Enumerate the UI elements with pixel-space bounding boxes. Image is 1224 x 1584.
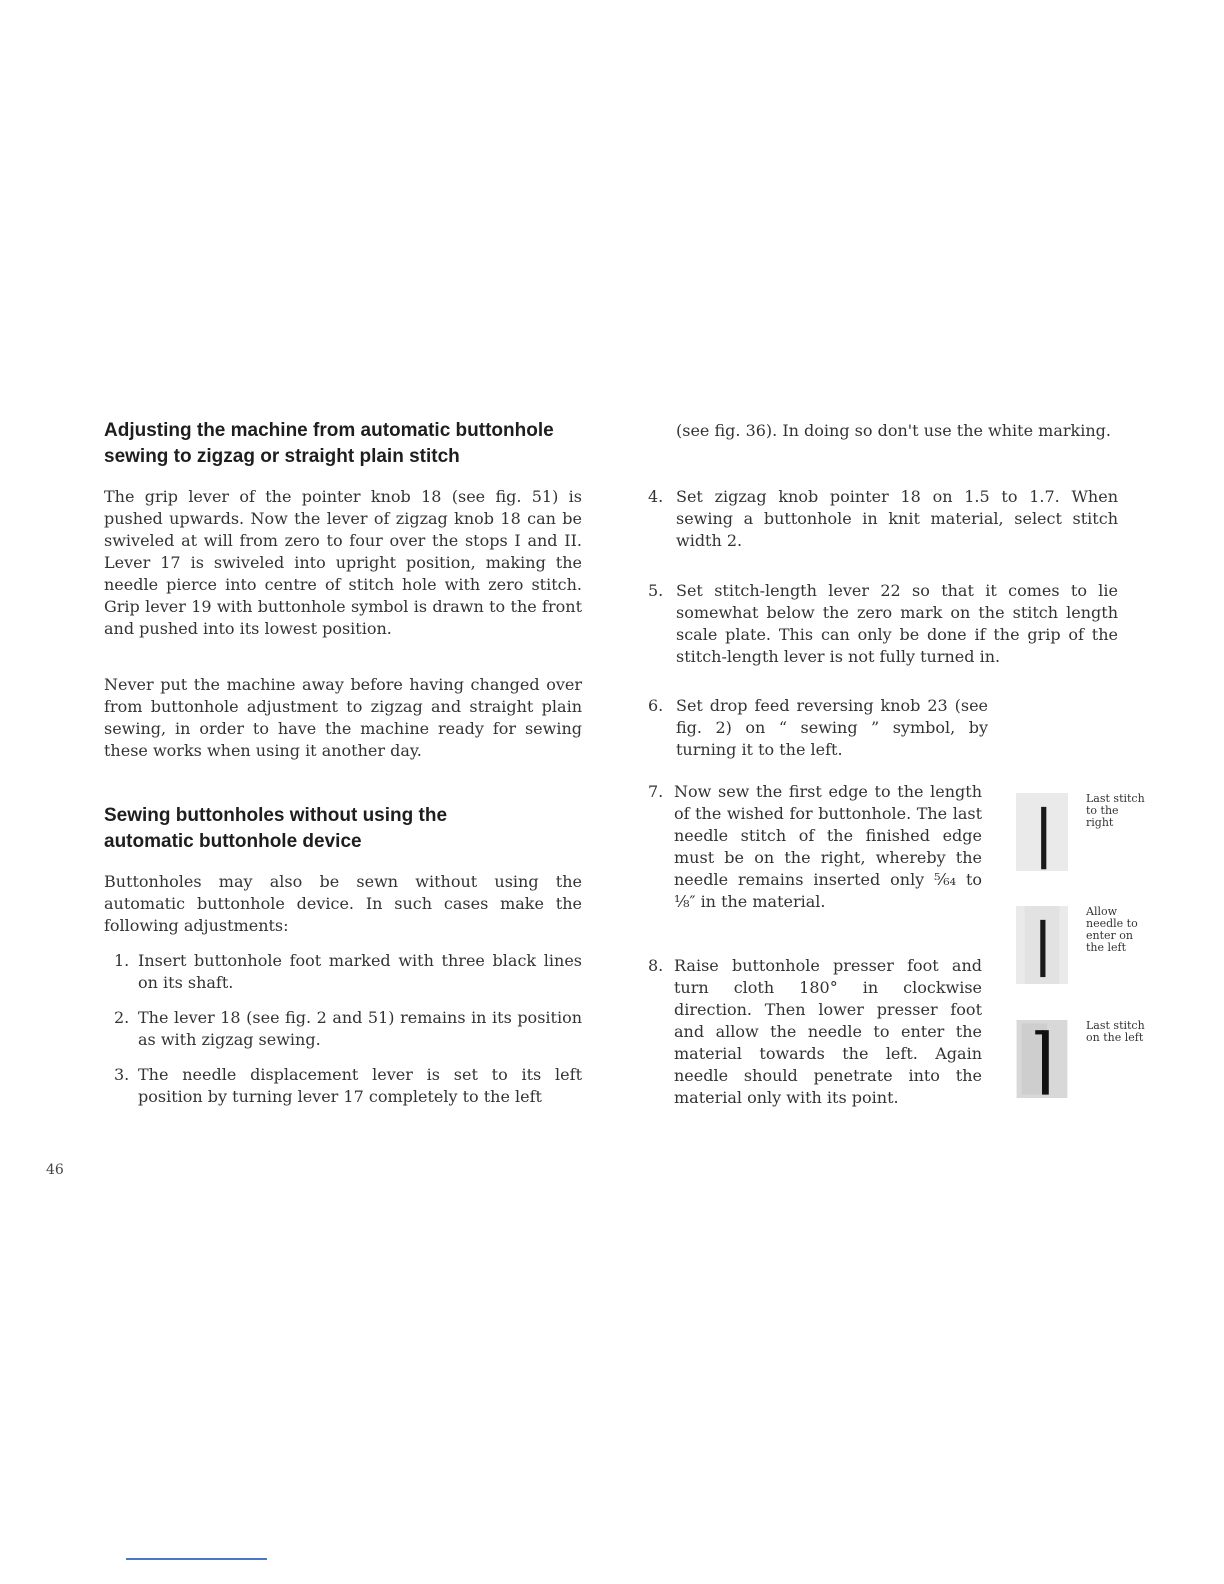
- item-text: The needle displacement lever is set to its left position by turning lever 17 completely to the left: [138, 1065, 582, 1106]
- item-number: 8.: [648, 956, 664, 975]
- figure-last-stitch-right: [1012, 793, 1152, 883]
- figure-caption: Last stitch on the left: [1086, 1019, 1145, 1044]
- figure-caption: Last stitch to the right: [1086, 792, 1145, 829]
- heading-2-line-2: automatic buttonhole device: [104, 831, 362, 852]
- list-item: [648, 695, 988, 761]
- item-text: Set zigzag knob pointer 18 on 1.5 to 1.7. When sewing a buttonhole in knit material, select stitch width 2.: [676, 487, 1118, 550]
- item-text: Set stitch-length lever 22 so that it comes to lie somewhat below the zero mark on the stitch length scale plate. This can only be done if the grip of the stitch-length lever is not fully turned in.: [676, 581, 1118, 666]
- section-heading-1: [104, 418, 594, 470]
- paragraph-buttonholes-intro: Buttonholes may also be sewn without using the automatic buttonhole device. In such cases make the following adjustments:: [104, 872, 582, 935]
- item-number: 3.: [114, 1065, 130, 1084]
- list-item: [648, 955, 982, 1109]
- heading-1-line-1: Adjusting the machine from automatic buttonhole: [104, 420, 554, 441]
- item-text: The lever 18 (see fig. 2 and 51) remains in its position as with zigzag sewing.: [138, 1008, 582, 1049]
- page-number: 46: [46, 1162, 64, 1178]
- list-item: [648, 580, 1118, 668]
- figure-caption: Allow needle to enter on the left: [1086, 905, 1138, 954]
- figure-last-stitch-left: [1012, 1020, 1152, 1112]
- item-number: 6.: [648, 696, 664, 715]
- stitch-illustration: [1012, 1020, 1072, 1098]
- stitch-illustration: [1012, 793, 1072, 871]
- bottom-rule: [126, 1558, 267, 1560]
- list-item: [648, 781, 982, 935]
- item-number: 4.: [648, 487, 664, 506]
- item-number: 7.: [648, 782, 664, 801]
- paragraph-continuation: (see fig. 36). In doing so don't use the white marking.: [676, 421, 1111, 440]
- item-number: 5.: [648, 581, 664, 600]
- figure-allow-needle-left: [1012, 906, 1152, 996]
- item-text: Insert buttonhole foot marked with three black lines on its shaft.: [138, 951, 582, 992]
- stitch-illustration: [1012, 906, 1072, 984]
- item-text: Raise buttonhole presser foot and turn cloth 180° in clockwise direction. Then lower presser foot and allow the needle to enter the material towards the left. Again needle should penetrate into the material only with its point.: [674, 956, 982, 1107]
- list-item: [114, 1007, 582, 1051]
- paragraph-never-put-away: Never put the machine away before having changed over from buttonhole adjustment to zigzag and straight plain sewing, in order to have the machine ready for sewing these works when using it another day.: [104, 675, 582, 760]
- item-text: Set drop feed reversing knob 23 (see fig. 2) on “ sewing ” symbol, by turning it to the left.: [676, 696, 988, 759]
- item-text: Now sew the first edge to the length of the wished for buttonhole. The last needle stitch of the finished edge must be on the right, whereby the needle remains inserted only ⁵⁄₆₄ to ¹⁄₈″ in the material.: [674, 782, 982, 911]
- list-item: [114, 950, 582, 994]
- section-heading-2: [104, 803, 594, 855]
- list-item: [114, 1064, 582, 1108]
- paragraph-grip-lever: The grip lever of the pointer knob 18 (see fig. 51) is pushed upwards. Now the lever of zigzag knob 18 can be swiveled at will from zero to four over the stops I and II. Lever 17 is swiveled into upright position, making the needle pierce into centre of stitch hole with zero stitch. Grip lever 19 with buttonhole symbol is drawn to the front and pushed into its lowest position.: [104, 487, 582, 638]
- item-number: 1.: [114, 951, 130, 970]
- item-number: 2.: [114, 1008, 130, 1027]
- heading-1-line-2: sewing to zigzag or straight plain stitch: [104, 446, 460, 467]
- heading-2-line-1: Sewing buttonholes without using the: [104, 805, 448, 826]
- list-item: [648, 486, 1118, 552]
